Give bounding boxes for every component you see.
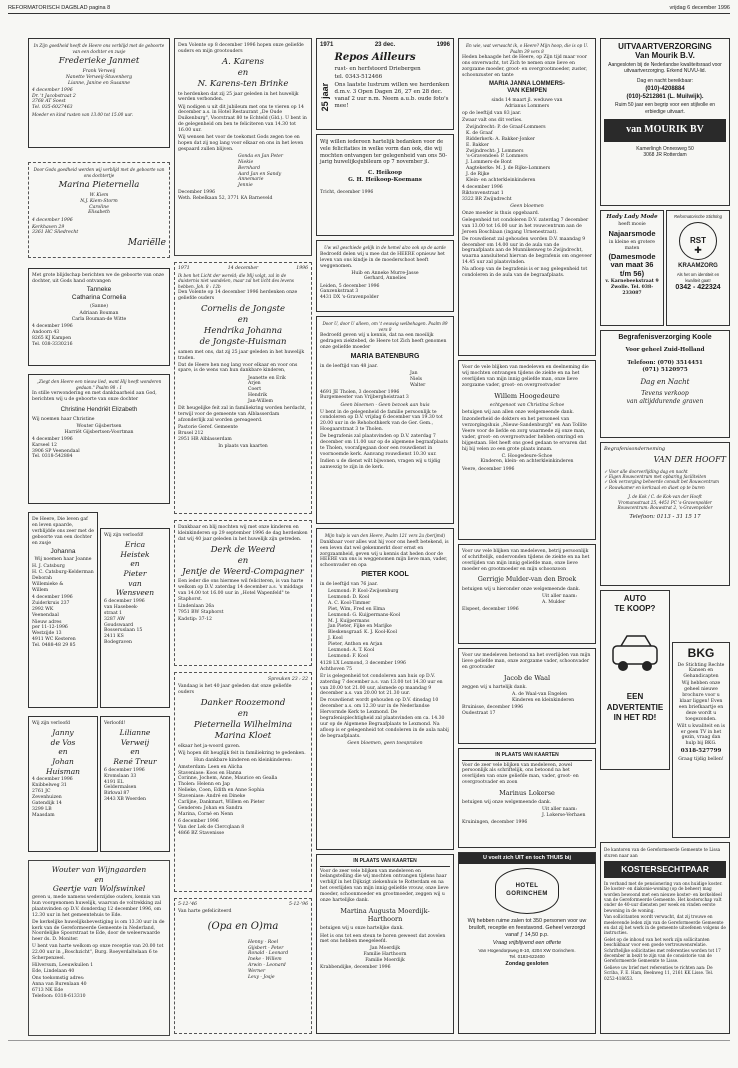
- ad-text3: Ruim 50 jaar een begrip voor een stijlvolle en erbiedige uitvaart.: [614, 102, 716, 115]
- ad-children: Gonda en Jan Peter Niekie Bernhard Aard Jan en Sandy Annemarie Jennie: [238, 153, 284, 189]
- van-der-hooft-ad: [600, 442, 730, 586]
- ad-name: (Opa en O)ma: [207, 920, 279, 932]
- ad-big2: (Damesmode van maat 36 t/m 56): [608, 252, 656, 278]
- ad-text: Voor de vele blijken van medeleven en deelneming die wij mochten ontvangen tijdens de ziekte en na het overlijden van mijn innig geliefde man, onze lieve zorgzame vader, groot- en overgrootvader: [462, 365, 589, 388]
- rst-kraamzorg-ad: [666, 210, 730, 326]
- ad-name: Johanna: [50, 547, 76, 555]
- ad-text3: Graag tijdig bellen!: [678, 756, 724, 762]
- ad-parents: H. J. Catsburg H. C. Catsburg-Kelderman Deborah Willemieke & Willem: [32, 564, 94, 593]
- ad-phone: Telefoon: 0113 - 31 15 17: [629, 514, 701, 521]
- death-ad-lommers: [458, 38, 596, 356]
- ad-signature: C. Heikoop G. H. Heikoop-Koemans: [348, 169, 422, 183]
- ad-text2: elkaar het ja-woord gaven.: [178, 743, 241, 749]
- ad-signature: A. de Waal-van Engelen Kinderen en kleinkinderen: [512, 692, 575, 704]
- ad-text2: Wij nodigen u uit dit jubileum met ons te vieren op 14 december a.s. in Hotel Restaurant „De Oude Duikenburg", Voorstraat 80 te Echteld (Gld.). U bent in de gelegenheid om ben te feliciteren van 14.30 tot 16.00 uur.: [178, 104, 307, 133]
- engagement-ad-janny: [28, 716, 98, 852]
- ad-note: Moeder en kind rusten van 13.00 tot 15.00 uur.: [32, 112, 133, 118]
- ad-text2: in de leeftijd van 76 jaar.: [320, 582, 378, 588]
- ad-date: Tricht, december 1996: [320, 189, 374, 195]
- ad-title: Repos Ailleurs: [334, 51, 416, 63]
- van-mourik-logo: van MOURIK BV: [604, 119, 726, 142]
- ad-children: Henny - Roel Gijsbert - Peter Ronald - Leonard Ineke - Willem Arwin - Leonard Werner Lexy - Josje: [248, 939, 289, 980]
- ad-text: rust- en herfstoord Driebergen tel. 0343-512466: [334, 66, 421, 80]
- page-footer: [8, 1040, 730, 1050]
- ad-name: Willem Hoogedeure: [494, 391, 560, 400]
- ad-text2: betuigen wij onze welgemeende dank.: [462, 800, 552, 806]
- ad-phone: 0342 - 422324: [675, 284, 721, 292]
- ad-top: Verloofd!: [104, 721, 126, 727]
- ad-quote: Door Gods goedheid werden wij verblijd met de geboorte van ons dochtertje: [33, 167, 165, 178]
- ad-text2: Vraag vrijblijvend een offerte: [492, 939, 562, 946]
- ad-date: Bruinisse, december 1996 Oudestraat 17: [462, 705, 524, 716]
- ad-text: Vandaag is het 40 jaar geleden dat onze geliefde ouders: [178, 684, 292, 696]
- ad-date-row: [178, 902, 308, 908]
- ad-text4: Dit heugelijke feit zal in familiekring worden herdacht, terwijl voor de gemeente van Alblasserdam afzonderlijk zal worden gereageerd.: [178, 406, 307, 423]
- ad-text: Voor de zeer vele blijken van medeleven en belangstelling die wij mochten ontvangen tijdens haar verblijf in het Dijkzigt ziekenhuis te Rotterdam en na het overlijden van mijn innig geliefde vrouw, onze lieve moeder, schoonmoeder en grootmoeder, zeggen wij u onze hartelijke dank.: [320, 868, 449, 903]
- anniversary-ad-roozemond: [174, 672, 312, 892]
- ad-address: 4691 JE Tholen, 3 december 1996 Burgemeester van Vrijbergheistraat 3: [320, 389, 409, 401]
- ad-date: Krabbendijke, december 1996: [320, 965, 391, 971]
- ad-name: MARIA BATENBURG: [350, 352, 420, 360]
- ad-date: 6 december 1996 van Hasebeek- straat 1 3287 AW Goudswaard Bosseruslaan 15 2411 KS Bodegraven: [104, 599, 145, 646]
- ad-signature: Kadstip: 37-12: [178, 617, 212, 623]
- ad-text: Voor uw vele blijken van medeleven, betrij persoonlijk of schriftelijk, ondervonden tijdens de ziekte en na het overlijden van mijn innig geliefde man, onze lieve moeder en grootmoeder en mijn schoonzoon: [462, 549, 590, 572]
- ad-year: 1971: [178, 266, 190, 271]
- ad-text: Wij hebben onze geheel nieuwe brochure voor u klaar liggen! Even een briefkaartje en deze wordt u toegezonden.: [678, 681, 724, 722]
- page-header: [8, 4, 730, 14]
- ad-text: Met grote blijdschap berichten we de geboorte van onze dochter, uit Gods hand ontvangen: [32, 273, 164, 285]
- ad-text: Bedroefd geven wij u kennis, dat na een moeilijk gedragen ziektebed, de Heere tot Zich heeft genomen onze geliefde moeder: [320, 333, 447, 350]
- ad-quote: In Zijn goedheid heeft de Heere ons verblijd met de geboorte van een dochter en zusje: [33, 43, 165, 54]
- birth-ad-tanneke: [28, 268, 170, 366]
- ad-text3: Inzonderheid de dokters en het personeel van verzorgingshuis „Nieuw-Sandenburgh" en Aan Tollite Veere voor de liefde en zorg waarmede zij onze man, vader, groot- en overgrootvader hebben omringd en bijgestaan. Het heeft ons goed gedaan te ervaren dat hij bij velen zo een grote plaats innam.: [462, 417, 587, 452]
- anniversary-ad-dejongste: [174, 262, 312, 514]
- ad-note: Geen bloemen: [510, 203, 544, 209]
- hotel-gorinchem-ad: [458, 852, 596, 1034]
- ad-text2: Een ieder die ons hiermee wil feliciteren, is van harte welkom op D.V. zaterdag 14 december a.s. 's middags van 14.00 tot 16.00 uur in „Hotel Wapenfeld" te Staphorst.: [178, 579, 304, 603]
- ad-address: Van Hogendorpweg 8-10, 4204 XW Gorinchem. Tel. 0183-622400: [478, 948, 576, 959]
- bkg-ad: [672, 642, 730, 838]
- ad-sub: heeft mooie: [618, 222, 646, 228]
- ad-text6: De rouwdienst zal gehouden worden D.V. maandag 9 december om 14.00 uur in de aula van de begraafplaats aan de Munnikenweg te Zwijndrecht, waarna aansluitend hiervan de begrafenis om ongeveer 14.45 uur zal plaatsvinden.: [462, 236, 592, 266]
- ad-text3: Tevens verkoop van altijddurende graven: [626, 390, 704, 405]
- ad-name: Jacob de Waal: [503, 673, 551, 682]
- ad-text: De Heere, Die leven gaf en leven spaarde, verblijdde ons zeer met de geboorte van een dochter en zusje: [32, 517, 94, 546]
- ad-text2: Ons laatste lustrum willen we herdenken d.m.v. 3 Open Dagen 26, 27 en 28 dec. vanaf 2 uur n.m. Neem a.u.b. oude foto's mee!: [334, 81, 450, 109]
- ad-text2: samen met ons, dat zij 25 jaar geleden in het huwelijk traden.: [178, 349, 305, 361]
- ad-top-banner: U voelt zich UIT en toch THUIS bij: [459, 853, 595, 864]
- ad-text2: betuigen wij aan allen onze welgemeende dank.: [462, 410, 574, 416]
- ad-text2: Dag en nacht bereikbaar:: [636, 78, 694, 85]
- ad-note: Geen bloemen, geen toespraken: [347, 740, 423, 746]
- ad-year: 1971: [320, 42, 334, 48]
- ad-note: In plaats van kaarten: [218, 443, 268, 449]
- ad-text2: Van sollicitanten wordt verwacht, dat zij trouwe en meelevende leden zijn van de Gereformeerde Gemeente en dat zij het werk in de gemeente uitoefenen volgens de instructies.: [604, 914, 726, 936]
- ad-text3: Er is gelegenheid tot condoleren aan huis op D.V. zaterdag 7 december a.s. van 13.00 tot 14.30 uur en van 20.00 tot 21.00 uur, alsmede op maandag 9 december a.s. van 20.00 tot 21.30 uur.: [320, 673, 443, 697]
- ad-text4: Onze moeder is thuis opgebaard.: [462, 210, 540, 216]
- ad-date-row: [178, 266, 308, 272]
- thanks-ad-dewaal: [458, 648, 596, 744]
- hady-lady-ad: [600, 210, 664, 326]
- ad-text4: Hun dankbare kinderen en kleinkinderen:: [194, 757, 292, 763]
- ad-text4: Gelieve uw brief met referenties te richten aan: De Scriba, F. E. Ham, Beekweg 11, 2161 KK Lisse. Tel. 0252-418653.: [604, 965, 714, 981]
- page-date: vrijdag 6 december 1996: [669, 5, 730, 11]
- ad-big: Najaarsmode: [608, 229, 656, 239]
- ad-text: te herdenken dat zij 25 jaar geleden in het huwelijk werden verbonden.: [178, 91, 299, 103]
- thanks-ad-moerdijk: [316, 854, 454, 1034]
- ad-name: Derk de Weerd en Jentje de Weerd-Compagner: [182, 544, 304, 577]
- ad-date: Kruiningen, december 1996: [462, 820, 528, 826]
- ad-text: Aangesloten bij de Nederlandse kwaliteitsraad voor uitvaartverzorging. Erkend NUVU-lid.: [608, 61, 722, 74]
- car-icon: [605, 622, 665, 682]
- van-mourik-ad: [600, 38, 730, 206]
- ad-text4: De rouwdienst wordt gehouden op D.V. dinsdag 10 december a.s. om 12.30 uur in de Nederlandse Hervormde Kerk te Lexmond. De begrafenisplechtigheid zal plaatsvinden om ca. 14.30 uur op de Algemene Begraafplaats te Lexmond. Na afloop is er gelegenheid tot condoleren in de aula nabij de begraafplaats.: [320, 698, 449, 739]
- ad-parents: W. Kiem N.J. Kiem-Storm Caroline Elisabeth: [80, 192, 118, 216]
- ad-text: Wij hebben ruime zalen tot 350 personen voor uw bruiloft, receptie en feestavond. Geheel verzorgd vanaf ƒ 14,50 p.p.: [467, 918, 587, 938]
- ad-body: [320, 50, 450, 111]
- ad-text: Heden behaagde het de Heere, op Zijn tijd maar voor ons onverwacht, tot Zich te nemen onze lieve en zorgzame moeder, groot- en overgrootmoeder, zuster, schoonzuster en tante: [462, 55, 588, 78]
- ad-address: Kerkhaven 29 3361 HC Sliedrecht: [32, 224, 79, 236]
- ad-text2: betuigen wij u hieronder onze welgemeende dank.: [462, 586, 580, 592]
- ad-text4: De begrafenis zal plaatsvinden op D.V. zaterdag 7 december om 11.00 uur op de algemene begraafplaats te Tholen, voorafgegaan door een rouwdienst in voornoemde kerk. Aanvang rouwdienst 10.30 uur.: [320, 434, 448, 457]
- ad-children: Jan Niels Walter: [410, 370, 426, 388]
- ad-brand: VAN DER HOOFT: [653, 455, 726, 465]
- ad-head: IN PLAATS VAN KAARTEN: [320, 858, 450, 867]
- ad-text: Den Volente op 14 december 1996 herdenken onze geliefde ouders: [178, 290, 298, 302]
- ad-note: Zondag gesloten: [505, 960, 549, 967]
- ad-name: Cornelis de Jongste en Hendrika Johanna de Jongste-Huisman: [199, 304, 287, 347]
- cross-icon: ✚: [694, 244, 702, 255]
- ad-text7: Na afloop van de begrafenis is er nog gelegenheid tot condoleren in de aula van de begraafplaats.: [462, 267, 588, 279]
- ad-top: Wij zijn verloofd: [32, 721, 70, 727]
- hotel-name: HOTEL GORINCHEM: [506, 883, 548, 898]
- ad-name: Wouter van Wijngaarden en Geertje van Wolfswinkel: [51, 865, 147, 894]
- ad-name: Martina Augusta Moerdijk- Harthoorn: [340, 906, 430, 924]
- ad-text3: Gelet op de inhoud van het werk zijn sollicitanten beschikbaar voor een goede vertrouwensrelatie. Schriftelijke sollicitaties met referenties worden tot 17 december in bezit te zijn van de consistorie van de Gereformeerde Gemeente te Lisse.: [604, 936, 721, 964]
- ad-name: PIETER KOOL: [361, 571, 409, 579]
- anniversary-ad-karens: [174, 38, 312, 256]
- ad-date: 4 december 1996 Zuiderkruis 237 2992 WK Veenendaal: [32, 594, 73, 618]
- ad-phones: (010)-4208884 (010)-5212861 (L. Muilwijk).: [626, 85, 704, 100]
- ad-text2: Wilt u kwaliteit en is er geen TV in het gezin, vraag dan hulp bij BKG.: [676, 723, 725, 747]
- ad-signature: C. Hoogedeure-Schoe Kinderen, klein- en achterkleinkinderen: [480, 453, 574, 465]
- anniversary-ad-deweerd: [174, 520, 312, 666]
- ad-title: KOSTERSECHTPAAR: [604, 861, 726, 878]
- ad-address: Pastorie Geref. Gemeente Brusel 212 2951 HR Alblasserdam: [178, 424, 238, 442]
- ad-date: December 1996 Weth. Rebelkaan 52, 3771 KA Barneveld: [178, 190, 273, 202]
- ad-quote: En wie, wat verwacht ik, o Heere? Mijn hoop, die is op U. Psalm 39 vers 8: [466, 43, 588, 54]
- ad-date-row: [320, 42, 450, 50]
- koole-ad: [600, 330, 730, 438]
- ad-phones: Telefoon: (070) 3514451 (071) 5120975: [627, 359, 703, 374]
- ad-signature: Jan Moerdijk Familie Harthoorn Familie Moerdijk: [363, 946, 407, 964]
- thanks-ad-heikoop: [316, 134, 454, 236]
- ad-ref: Spreuken 23 : 22: [267, 677, 308, 683]
- newspaper-title: REFORMATORISCH DAGBLAD pagina 8: [8, 5, 111, 11]
- ad-family: Lexmond: P. Kool-Zwijsenburg Lexmond: D. Kool A. C. Kool-Timmer Piet, Wim, Fred en Elma Lexmond: G. Kuijpermans-Kool M. J. Kuijpermans Jan Pieter, Fijke en Marijke Bleskensgraaf: K. J. Kool-Kool J. Kool Pieter, Anthon en Arjan Lexmond: A. T. Kool Lexmond: F. Kool: [328, 589, 401, 659]
- ad-text: geven u, mede namens wederzijdse ouders, kennis van hun voorgenomen huwelijk, waarvan de voltrekking zal plaatsvinden op D.V. donderdag 12 december 1996, om 12.30 uur in het gemeentehuis te Ede.: [32, 894, 162, 918]
- engagement-ad-lilianne: [100, 716, 170, 852]
- thanks-ad-lokerse: [458, 748, 596, 848]
- ad-parents: Wouter Gijsbertsen Harriët Gijsbertsen-Voortman: [64, 423, 134, 435]
- ad-text2: betuigen wij u onze hartelijke dank.: [320, 926, 404, 932]
- death-ad-kool: [316, 528, 454, 850]
- ad-text: Voor de zeer vele blijken van medeleven, zowel persoonlijk als schriftelijk, ons betoond na het overlijden van onze geliefde man, vader, groot- en overgrootvader en zoon: [462, 762, 579, 786]
- ad-text2: op de leeftijd van 83 jaar.: [462, 110, 522, 116]
- ad-text: Dankbaar en blij mochten wij met onze kinderen en kleinkinderen op 29 september 1996 de dag herdenken dat wij 40 jaar geleden in het huwelijk zijn getreden.: [178, 525, 308, 542]
- ad-date: Leiden, 5 december 1996 Ganzenkstraat 3 4431 DX 's-Gravenpolder: [320, 283, 380, 301]
- ad-family: Zwijndrecht: P. de Graaf-Lommers K. de Graaf Ridderkerk: A. Bakker-Jonker E. Bakker Zwijndrecht: J. Lommers 's-Gravendeel: P. Lommers J. Lommers-de Bont Aagtekerke: M. J. de Rijke-Lommers J. de Rijke Klein- en achterkleinkinderen: [466, 125, 551, 183]
- ad-text3: Dat de Heere hen nog lang voor elkaar en voor ons spare, is de wens van hun dankbare kinderen,: [178, 362, 298, 374]
- ad-quote: Mijn hulp is van den Heere, Psalm 121 vers 2a (berijmd): [324, 533, 446, 539]
- ad-name: Gerrigje Mulder-van den Broek: [477, 575, 577, 583]
- ad-text3: U bent van harte welkom op onze receptie van 20.00 tot 22.00 uur in „Boschzicht", Burg. Roeyerdaltelaan 6 te Scherpenzeel.: [32, 944, 164, 962]
- ad-quote: Uw wil geschiede gelijk in de hemel alzo ook op de aarde: [324, 245, 446, 251]
- ad-text2: in de leeftijd van 48 jaar.: [320, 363, 378, 369]
- ad-signature: Uit aller naam: A. Mulder: [542, 593, 578, 605]
- ad-note: Geen bloemen - Geen bezoek aan huis: [340, 402, 430, 408]
- wedding-ad-wouter: [28, 860, 170, 1036]
- ad-date: 4 december 1996 Knibbelweg 31 2761 JC Zevenhuizen Gatendijk 14 3299 LB Maasdam: [32, 777, 73, 818]
- ad-sub: (Sanne): [89, 303, 109, 309]
- ad-address: 4128 LX Lexmond, 3 december 1996 Achthoven 75: [320, 660, 406, 672]
- ad-date1: 5-12-'46: [178, 902, 197, 907]
- ad-title: Hady Lady Mode: [606, 214, 658, 220]
- ad-date: Elspeet, december 1996: [462, 606, 519, 612]
- ad-year2: 1996: [436, 42, 450, 48]
- ad-sub: sinds 14 maart jl. weduwe van Adrianus Lommers: [491, 97, 563, 109]
- birth-ad-frederieke: [28, 38, 170, 148]
- ad-date: Veere, december 1996: [462, 466, 515, 472]
- ad-title: Begrafenisonderneming: [604, 446, 666, 452]
- ad-list: ✓ Voor alle doorverlijding dag en nacht ✓ Eigen Rouwcentrum met opbaring faciliteiten ✓ Ook verzorging beheerde consult bet Rouwcentrum ✓ Rouwkamer en kerkzaal en diaet op te buren: [604, 468, 720, 490]
- ad-date: 6 december 1996 Van der Lek de Clercqlaan 8 4866 BZ Stavenisse: [178, 818, 245, 836]
- ad-quote: „Ziegt den Heere een nieuw lied, want Hij heeft wonderen gedaan." Psalm 98 : 1: [36, 379, 162, 390]
- ad-text: Bedroefd delen wij u mee dat de HEERE opnieuw het leven van ons kindje in de moederschoot heeft weggenomen.: [320, 251, 445, 269]
- ad-text: Wij willen iedereen hartelijk bedanken voor de vele felicitaties in welke vorm dan ook, die wij mochten ontvangen ter gelegenheid van ons 50-jarig huwelijksjubileum op 7 november jl.: [320, 139, 448, 166]
- birth-ad-marina: [28, 162, 170, 258]
- ad-name: Janny de Vos en Johan Huisman: [45, 728, 81, 776]
- ad-title: Begrafenisverzorging Koole: [618, 334, 712, 341]
- ad-head: IN PLAATS VAN KAARTEN: [462, 752, 592, 761]
- ad-name: Erica Heistek en Pieter van Wensveen: [115, 540, 155, 598]
- ad-name: MARIA JANNA LOMMERS- VAN KEMPEN: [489, 80, 565, 95]
- ad-text3: U bent in de gelegenheid de familie persoonlijk te condoleren op D.V. vrijdag 6 december van 19.30 tot 20.00 uur in de Rehobothkerk van de Ger. Gem., Hoogaarstraat 3 te Tholen.: [320, 409, 443, 433]
- ad-signature: Uit aller naam: J. Lokerse-Verhaen: [542, 807, 586, 819]
- ad-text: Dankbaar voor alles wat hij voor ons heeft betekend, is een leven dat wel gekenmerkt door ernst en zorgzaamheid, geven wij u kennis dat heden door de HEERE van ons is weggenomen mijn lieve man, vader, schoonvader en opa: [320, 539, 449, 569]
- ad-name: KRAAMZORG: [678, 263, 718, 270]
- rst-logo: [679, 222, 717, 260]
- birth-ad-christine: [28, 374, 170, 504]
- ad-sub: echtgenoot van Christina Schoe: [489, 403, 565, 408]
- ad-name: Tanneke Catharina Cornelia: [71, 286, 127, 302]
- death-ad-child: [316, 240, 454, 312]
- ad-main: [335, 50, 450, 111]
- ad-text5: Indien u de dienst wilt bijwonen, vragen wij u tijdig aanwezig te zijn in de kerk.: [320, 458, 441, 470]
- ad-name: Christine Hendriët Elizabeth: [60, 405, 138, 413]
- ad-address: v. Karnebeekstraat 9 Zwolle. Tel. 038-233087: [605, 278, 659, 296]
- ad-sub: Wij noemen haar Christine: [32, 416, 95, 422]
- ad-date: 6 december 1996 Kromslaan 33 4191 EL Geldermalsen Birkwal 87 3443 XB Woerden: [104, 767, 146, 803]
- ad-children: Jeanette en Erik Arjen Coert Hendrik Jan-Willem: [248, 375, 286, 404]
- ad-top: De kantoren van de Gereformeerde Gemeente te Lissa sturen naar aan: [604, 847, 721, 858]
- ad-family: Amsterdam: Leen en Alicha Staveniase: Koos en Hanna Corinne, Jochem, Anne, Maurice en Gealla Tholen: Helenn en Jap Nelieke, Coen, Edith en Anne Sophia Staveniase: André en Dineke Carlijne, Dankmart, Willem en Pieter Genderen: Johan en Sandra Marina, Corné en Nenn: [178, 764, 278, 817]
- ad-text3: Het is ons tot een steun te horen geweest dat zovelen met ons hebben meegeleefd.: [320, 933, 446, 945]
- ad-arc-text: Reformatorische Stichting: [674, 214, 722, 219]
- ad-year2: 1996: [296, 266, 308, 271]
- ad-title: UITVAARTVERZORGING Van Mourik B.V.: [618, 42, 712, 61]
- ad-top: AUTO TE KOOP?: [614, 594, 656, 614]
- ad-text3: Zwaar valt ons dit verlies.: [462, 117, 523, 123]
- auto-te-koop-ad: [600, 590, 670, 770]
- thanks-ad-mulder: [458, 544, 596, 644]
- ad-text5: Gelegenheid tot condoleren D.V. zaterdag 7 december van 13.00 tot 16.00 uur in het rouwcentrum aan de Jeroen Boschlaan (ingang Urnenestraat).: [462, 217, 589, 235]
- ad-side-label: 25 jaar: [320, 82, 330, 112]
- ad-quote: Door U, door U alleen, om 't eeuwig welbehagen. Psalm 89 vers 8: [322, 321, 448, 332]
- ad-day: 23 dec.: [374, 42, 396, 48]
- ad-text3: Wij wensen het voor de toekomst Gods zegen toe en hopen dat zij nog lang voor elkaar en ons in het leven gespaard zullen blijven.: [178, 135, 304, 152]
- ad-name: Lilianne Verweij en René Treur: [113, 728, 157, 767]
- ad-text: Van harte gefeliciteerd: [178, 909, 232, 915]
- ad-date: 4 december 1996 Riktonvenstraat 1 3322 BR Zwijndrecht: [462, 184, 512, 202]
- ad-name: Danker Roozemond en Pieternella Wilhelmina Marina Kloet: [193, 698, 293, 741]
- ad-date: 4 december 1996 Andoorn 43 8265 KJ Kampen Tel. 038-3330216: [32, 323, 73, 347]
- ad-sub: Wij noemen haar Joanne: [34, 557, 92, 563]
- ad-date: 4 december 1996: [32, 217, 73, 223]
- ad-address2: Ons toekomstig adres: Anna van Burenlaan 40 6713 NK Ede Telefoon: 0318-613310: [32, 976, 87, 999]
- ad-address: J. de Kok / C. de Kok-van der Hooft Vromansstraat 25, 4451 PC 's-Gravenpolder Rouwcentrum: Bouwstrat 2, 's-Gravenpolder: [617, 494, 713, 510]
- bkg-logo: BKG: [687, 646, 715, 660]
- ad-phone: 0318-527799: [680, 748, 722, 755]
- ad-parents: Adriaan Bouman Carla Bouman-de Witte: [71, 311, 127, 322]
- ad-name: Marina Pieternella: [58, 179, 140, 190]
- ad-text2: De kerkelijke huwelijksbevestiging is om 13.30 uur in de kerk van de Gereformeerde Gemeente in Nederland, Noordelijke Spoorstraat te Ede, door de weleerwaarde heer ds. D. Moniter.: [32, 919, 165, 943]
- ad-date: 4 december 1996 Dr. 't Jacobstraat 2 3768 AT Soest Tel. 035-6027463: [32, 87, 76, 111]
- ad-text: Als het om identiteit en kwaliteit gaat!: [676, 272, 720, 283]
- ad-parents: Frank Verweij Nanette Verweij-Stuvenberg Lianne, Janine en Susanne: [65, 68, 133, 86]
- ad-signature: Mariëlle: [127, 238, 166, 249]
- ad-text: In verband met de pensionering van ons huidige koster. De koster- en diakonie-woning (op de beheer) mag worden bewoond met een nieuwe koster- en kerkeldeel van de Gereformeerde Gemeente. Het kosterschap valt onder de 40-uur diensten per week en vinden eerste bewoning in de woning.: [604, 880, 723, 913]
- hotel-logo: [495, 868, 559, 914]
- repos-ailleurs-ad: [316, 38, 454, 130]
- ad-text2: Dag en Nacht: [640, 378, 690, 387]
- ad-address: Hilversum, Leeuwkuilen 1 Ede, Lindelaan 40: [32, 963, 94, 975]
- ad-text3: Wij hopen dit heuglijk feit in familiekring te gedenken.: [178, 750, 306, 756]
- thanks-ad-hoogedeure: [458, 360, 596, 540]
- ad-text: in kleine en grotere maten: [609, 240, 655, 251]
- ad-text: Voor geheel Zuid-Holland: [625, 346, 705, 353]
- ad-top: Wij zijn verloofd!: [104, 533, 144, 539]
- birth-ad-johanna: [28, 512, 98, 708]
- ad-date: 4 december 1996 Karseel 12 3906 SP Veenendaal Tel. 0318-542884: [32, 436, 80, 460]
- kostersechtpaar-ad: [600, 842, 730, 1034]
- ad-signature: Huib en Anneke Murre-Jasse Gerhard, Annelies: [351, 270, 419, 282]
- ad-address: Lindenlaan 26a 7951 BW Staphorst: [178, 604, 224, 615]
- ad-name: Frederieke Janmet: [58, 55, 140, 66]
- ad-note: Nieuw adres per 11-12-1996 Westzijde 13 4911 WC Kesteren Tel. 0488-48 29 85: [32, 619, 76, 649]
- ad-day: 14 december: [227, 266, 259, 271]
- ad-name: Marinus Lokerse: [499, 789, 555, 798]
- ad-date2: 5-12-'96: [289, 902, 308, 907]
- ad-quote: Ik ben het Licht der wereld; die Mij volgt, zal in de duisternis niet wandelen, maar zal het licht des levens hebben. Joh. 8 : 12b: [178, 273, 294, 289]
- rst-letters: RST: [690, 236, 706, 246]
- ad-address: Kamerlingh Onnesweg 50 3068 JR Rotterdam: [636, 146, 694, 159]
- ad-text: In stille verwondering en met dankbaarheid aan God, berichten wij u de geboorte van onze dochter: [32, 391, 157, 402]
- ad-bottom: EEN ADVERTENTIE IN HET RD!: [606, 692, 664, 722]
- ad-top: Den Volente op 8 december 1996 hopen onze geliefde ouders en mijn grootouders: [178, 43, 304, 55]
- ad-text: Voor uw medeleven betoond na het overlijden van mijn lieve geliefde man, onze zorgzame vader, schoonvader en grootvader: [462, 653, 591, 670]
- ad-name: A. Karens en N. Karens-ten Brinke: [197, 56, 289, 89]
- engagement-ad-erica: [100, 528, 170, 708]
- death-ad-batenburg: [316, 316, 454, 524]
- ad-text2: zeggen wij u hartelijk dank.: [462, 685, 527, 691]
- ad-title: De Stichting Rechte Kansen en Gehandicapten: [677, 662, 725, 680]
- anniversary-ad-opa-oma: [174, 898, 312, 1034]
